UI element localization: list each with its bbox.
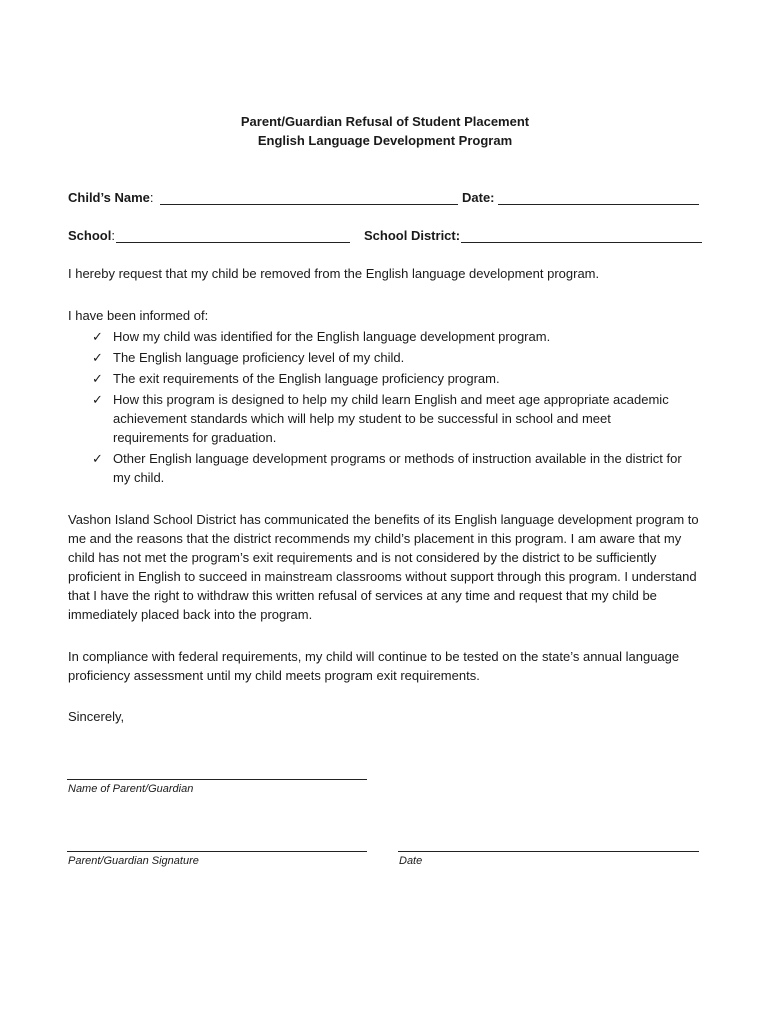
school-label: School: [68,228,115,243]
checkmark-icon: ✓ [92,392,103,407]
child-name-label: Child’s Name: [68,190,154,205]
informed-item-text: The English language proficiency level of my child. [113,350,405,365]
school-district-field[interactable] [461,228,702,243]
signature-date-label: Date [399,855,423,867]
informed-item-text: How my child was identified for the English language development program. [113,329,551,344]
checkmark-icon: ✓ [92,350,103,365]
document-subtitle: English Language Development Program [257,133,513,148]
school-district-label: School District: [364,228,461,243]
date-label: Date: [462,190,495,205]
informed-item [92,449,692,489]
district-paragraph: Vashon Island School District has communicated the benefits of its English language development program to me and the reasons that the district recommends my child’s placement in this program. I am aware that my child has not met the program’s exit requirements and is not considered by the district to be sufficiently proficient in English to succeed in mainstream classrooms without support through this program. I understand that I have the right to withdraw this written refusal of services at any time and request that my child be immediately placed back into the program. [68,512,699,622]
child-name-field[interactable] [160,190,458,205]
parent-name-line[interactable] [67,778,367,780]
checkmark-icon: ✓ [92,371,103,386]
school-row [68,228,708,248]
informed-intro: I have been informed of: [68,308,209,323]
date-field[interactable] [498,190,699,205]
informed-item [92,348,692,368]
checkmark-icon: ✓ [92,329,103,344]
informed-item [92,390,692,448]
child-name-row [68,190,708,210]
parent-name-label: Name of Parent/Guardian [68,783,194,795]
informed-item-text: Other English language development programs or methods of instruction available in the district for my child. [113,451,682,485]
informed-item-text: The exit requirements of the English language proficiency program. [113,371,500,386]
document-title: Parent/Guardian Refusal of Student Placement [240,114,530,129]
signature-date-line[interactable] [398,850,699,852]
informed-item [92,327,692,347]
informed-item [92,369,692,389]
closing-text: Sincerely, [68,709,125,724]
informed-item-text: How this program is designed to help my child learn English and meet age appropriate academic achievement standards which will help my student to be successful in school and meet requirements for graduation. [113,392,669,445]
school-field[interactable] [116,228,350,243]
parent-signature-line[interactable] [67,850,367,852]
checkmark-icon: ✓ [92,451,103,466]
parent-signature-label: Parent/Guardian Signature [68,855,199,867]
request-statement: I hereby request that my child be removed from the English language development program. [68,266,600,281]
compliance-paragraph: In compliance with federal requirements, my child will continue to be tested on the state’s annual language proficiency assessment until my child meets program exit requirements. [68,649,680,683]
